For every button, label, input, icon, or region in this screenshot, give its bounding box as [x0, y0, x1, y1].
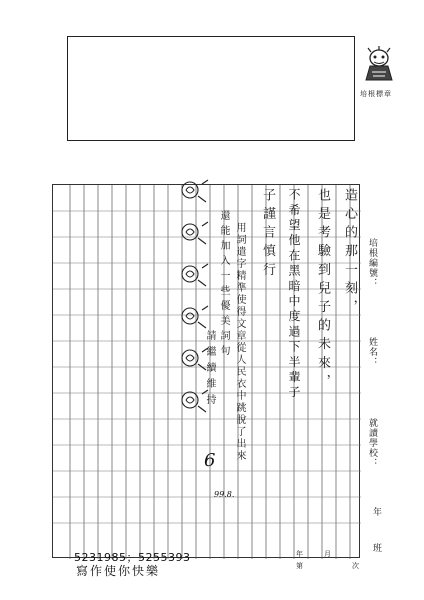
- teacher-comment-3: 請繼續維持: [204, 330, 215, 410]
- label-code: 培根編號：: [367, 238, 377, 288]
- footer-month: 月: [324, 550, 331, 558]
- mascot-stamp-icon: [362, 46, 396, 84]
- teacher-comment-2: 還能加入一些優美詞句: [218, 210, 229, 360]
- stamp-caption: 培根標章: [360, 90, 392, 98]
- label-school: 就讀學校：: [367, 418, 377, 468]
- date-note: 99.8.: [214, 490, 235, 499]
- footer-year: 年: [296, 550, 303, 558]
- label-class: 班: [373, 544, 384, 554]
- stamp-number: 5231985；5255393: [74, 551, 191, 564]
- footer-day: 第: [296, 562, 303, 570]
- essay-column-2: 也是考驗到兒子的未來，: [315, 188, 330, 393]
- essay-column-4: 子謹言慎行: [260, 188, 275, 281]
- score-value: 6: [204, 450, 216, 471]
- label-name: 姓名：: [367, 337, 377, 367]
- stamp-motto: 寫作使你快樂: [76, 564, 161, 578]
- teacher-comment-1: 用詞遣字精準使得文章從人民衣中跳脫了出來: [234, 222, 245, 462]
- stamp-box: [67, 36, 355, 141]
- score-mark: [204, 450, 215, 471]
- footer-count: 次: [352, 562, 359, 570]
- essay-column-1: 造心的那一刻，: [342, 188, 357, 319]
- flower-stamps: [172, 176, 216, 466]
- essay-column-3: 不希望他在黑暗中度過下半輩子: [287, 188, 301, 401]
- label-grade: 年: [373, 508, 384, 518]
